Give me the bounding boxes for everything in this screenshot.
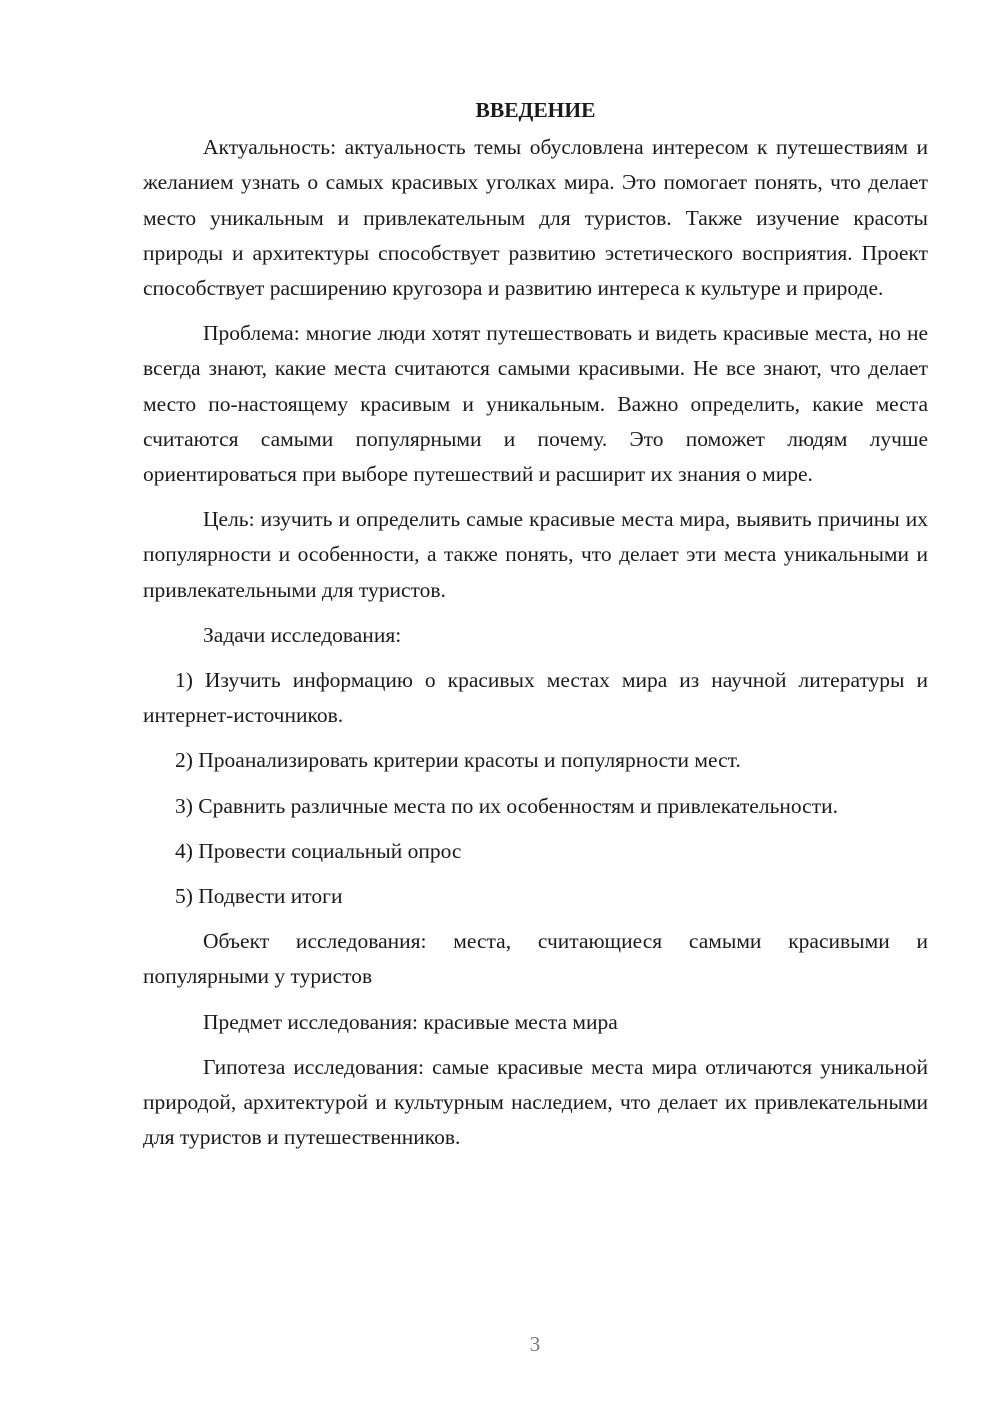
object-paragraph: Объект исследования: места, считающиеся самыми красивыми и популярными у туристов: [143, 929, 928, 989]
task-item-4: 4) Провести социальный опрос: [175, 838, 462, 863]
relevance-paragraph: Актуальность: актуальность темы обусловлена интересом к путешествиям и желанием узнать о самых красивых уголках мира. Это помогает понять, что делает место уникальным и привлекательным для туристов. Также изучение красоты природы и архитектуры способствует развитию эстетического восприятия. Проект способствует расширению кругозора и развитию интереса к культуре и природе.: [143, 135, 928, 301]
task-item-5: 5) Подвести итоги: [175, 884, 343, 909]
page-title: ВВЕДЕНИЕ: [475, 98, 596, 122]
subject-paragraph: Предмет исследования: красивые места мира: [203, 1009, 618, 1034]
document-body: [143, 93, 928, 1165]
goal-paragraph: Цель: изучить и определить самые красивые места мира, выявить причины их популярности и особенности, а также понять, что делает эти места уникальными и привлекательными для туристов.: [143, 507, 928, 602]
task-item-2: 2) Проанализировать критерии красоты и популярности мест.: [175, 748, 741, 773]
page-number: 3: [529, 1332, 541, 1356]
task-item-3: 3) Сравнить различные места по их особенностям и привлекательности.: [175, 793, 838, 818]
problem-paragraph: Проблема: многие люди хотят путешествовать и видеть красивые места, но не всегда знают, какие места считаются самыми красивыми. Не все знают, что делает место по-настоящему красивым и уникальным. Важно определить, какие места считаются самыми популярными и почему. Это поможет людям лучше ориентироваться при выборе путешествий и расширит их знания о мире.: [143, 321, 928, 487]
hypothesis-paragraph: Гипотеза исследования: самые красивые места мира отличаются уникальной природой, архитектурой и культурным наследием, что делает их привлекательными для туристов и путешественников.: [143, 1054, 928, 1150]
task-item-1: 1) Изучить информацию о красивых местах мира из научной литературы и интернет-источников.: [143, 668, 928, 728]
tasks-heading: Задачи исследования:: [203, 622, 402, 647]
